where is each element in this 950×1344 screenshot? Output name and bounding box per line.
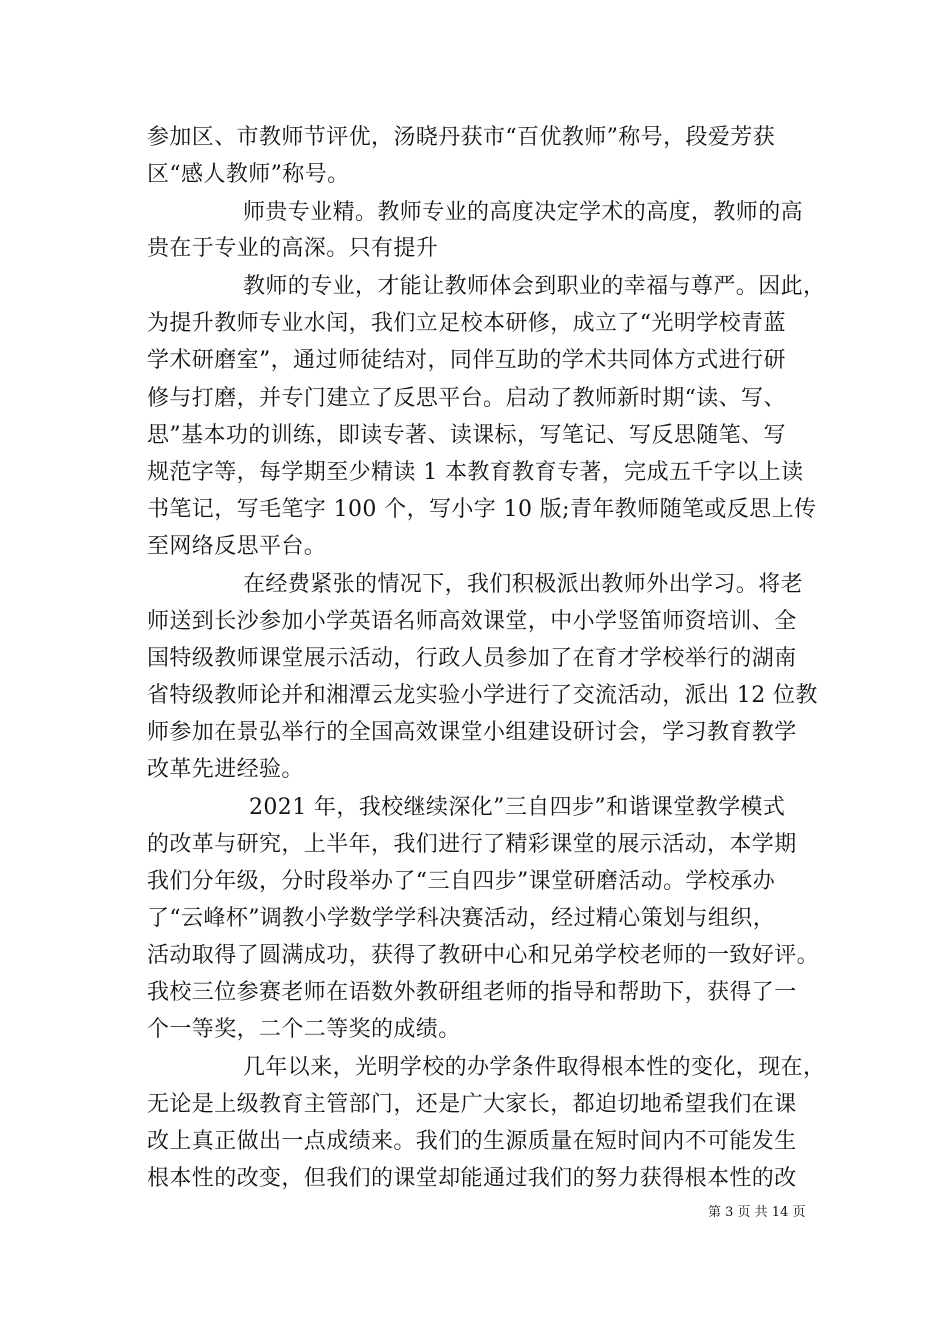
text-line: 为提升教师专业水闰，我们立足校本研修，成立了“光明学校青蓝 xyxy=(147,311,786,336)
paragraph-start-line: 师贵专业精。教师专业的高度决定学术的高度，教师的高 xyxy=(243,200,804,225)
text-line: 国特级教师课堂展示活动，行政人员参加了在育才学校举行的湖南 xyxy=(147,646,797,671)
text-line: 参加区、市教师节评优，汤晓丹获市“百优教师”称号，段爱芳获 xyxy=(147,125,776,150)
text-line: 我们分年级，分时段举办了“三自四步”课堂研磨活动。学校承办 xyxy=(147,869,776,894)
paragraph-start-line: 几年以来，光明学校的办学条件取得根本性的变化，现在， xyxy=(243,1055,826,1080)
text-line: 省特级教师论并和湘潭云龙实验小学进行了交流活动，派出 12 位教 xyxy=(147,683,818,708)
page-number-footer: 第 3 页 共 14 页 xyxy=(708,1205,806,1220)
text-line: 书笔记，写毛笔字 100 个，写小字 10 版;青年教师随笔或反思上传 xyxy=(147,497,817,522)
text-line: 学术研磨室”，通过师徒结对，同伴互助的学术共同体方式进行研 xyxy=(147,348,786,373)
text-line: 改上真正做出一点成绩来。我们的生源质量在短时间内不可能发生 xyxy=(147,1129,797,1154)
text-line: 个一等奖，二个二等奖的成绩。 xyxy=(147,1017,461,1042)
text-line: 师参加在景弘举行的全国高效课堂小组建设研讨会，学习教育教学 xyxy=(147,720,797,745)
text-line: 修与打磨，并专门建立了反思平台。启动了教师新时期“读、写、 xyxy=(147,386,786,411)
text-line: 改革先进经验。 xyxy=(147,757,304,782)
text-line: 师送到长沙参加小学英语名师高效课堂，中小学竖笛师资培训、全 xyxy=(147,609,797,634)
paragraph-start-line: 教师的专业，才能让教师体会到职业的幸福与尊严。因此， xyxy=(243,274,826,299)
text-line: 我校三位参赛老师在语数外教研组老师的指导和帮助下，获得了一 xyxy=(147,980,797,1005)
text-line: 思”基本功的训练，即读专著、读课标，写笔记、写反思随笔、写 xyxy=(147,423,786,448)
paragraph-start-line: 2021 年，我校继续深化”三自四步”和谐课堂教学模式 xyxy=(249,795,786,820)
text-line: 贵在于专业的高深。只有提升 xyxy=(147,236,439,261)
text-line: 了“云峰杯”调教小学数学学科决赛活动，经过精心策划与组织， xyxy=(147,906,776,931)
text-line: 区“感人教师”称号。 xyxy=(147,162,350,187)
paragraph-start-line: 在经费紧张的情况下，我们积极派出教师外出学习。将老 xyxy=(243,572,804,597)
text-line: 无论是上级教育主管部门，还是广大家长，都迫切地希望我们在课 xyxy=(147,1092,797,1117)
text-line: 活动取得了圆满成功，获得了教研中心和兄弟学校老师的一致好评。 xyxy=(147,943,820,968)
text-line: 规范字等，每学期至少精读 1 本教育教育专著，完成五千字以上读 xyxy=(147,460,804,485)
text-line: 至网络反思平台。 xyxy=(147,534,327,559)
text-line: 根本性的改变，但我们的课堂却能通过我们的努力获得根本性的改 xyxy=(147,1166,797,1191)
text-line: 的改革与研究，上半年，我们进行了精彩课堂的展示活动，本学期 xyxy=(147,832,797,857)
